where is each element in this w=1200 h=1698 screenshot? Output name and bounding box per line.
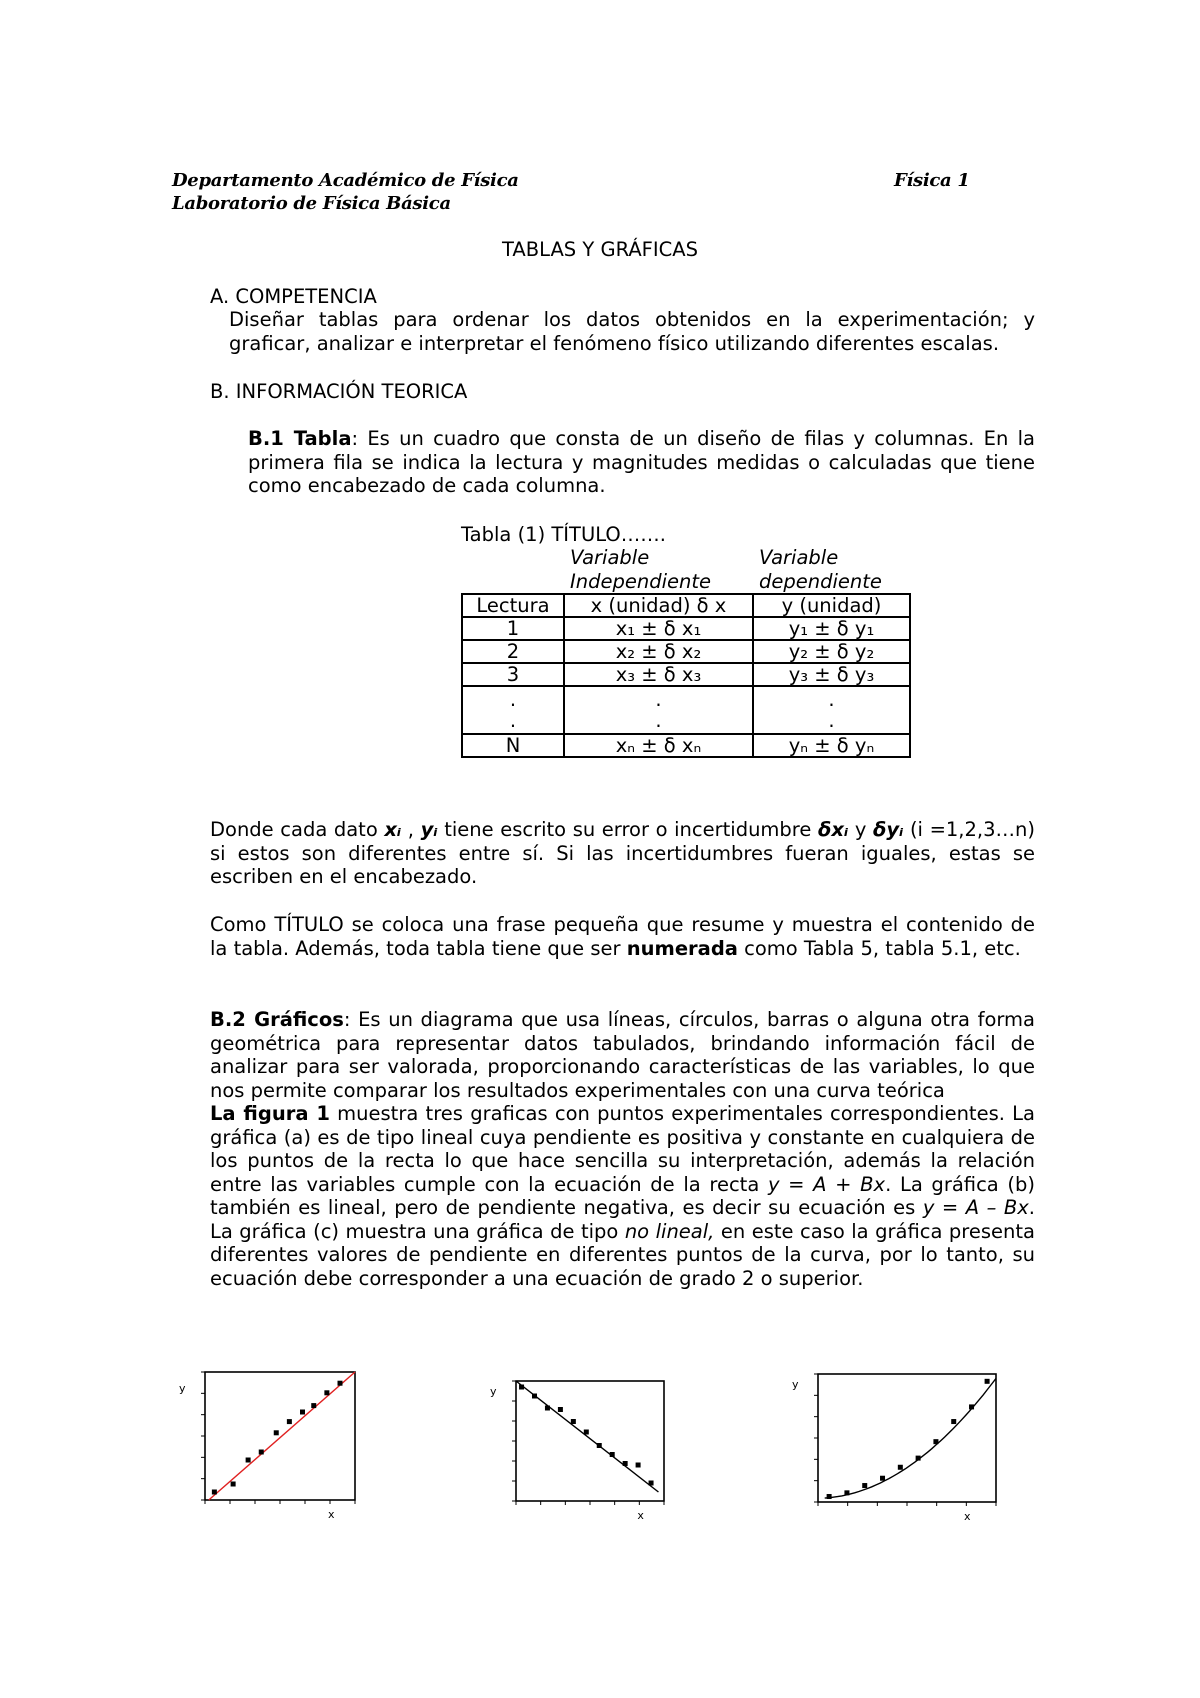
table-caption: Tabla (1) TÍTULO……. <box>461 523 666 546</box>
data-point <box>246 1458 251 1463</box>
data-point <box>259 1450 264 1455</box>
data-point <box>951 1419 956 1424</box>
department-name: Departamento Académico de Física <box>172 170 519 191</box>
data-point <box>311 1403 316 1408</box>
text: . La gráfica (b) también es lineal, pero de pendiente negativa, es decir su ecuación es <box>210 1172 1035 1219</box>
cell-x: x₂ ± δ x₂ <box>564 640 753 663</box>
y-axis-label: y <box>490 1385 497 1398</box>
text: : Es un diagrama que usa líneas, círculos, barras o alguna otra forma geométrica para representar datos tabulados, brindando información fácil de analizar para ser valorada, proporcionando características de las variables, lo que nos permite comparar los resultados experimentales con una curva teórica <box>210 1008 1035 1102</box>
data-point <box>545 1406 550 1411</box>
data-point <box>584 1430 589 1435</box>
data-point <box>933 1439 938 1444</box>
data-point <box>844 1490 849 1495</box>
lab-name: Laboratorio de Física Básica <box>172 193 451 214</box>
numerada-bold: numerada <box>626 936 738 960</box>
dyi-symbol: δyᵢ <box>872 818 904 841</box>
fit-line <box>825 1378 996 1498</box>
data-point <box>324 1390 329 1395</box>
fit-line <box>516 1381 658 1492</box>
cell-lectura: 1 <box>462 617 564 640</box>
yi-symbol: yᵢ <box>420 818 438 841</box>
data-point <box>916 1456 921 1461</box>
data-point <box>827 1494 832 1499</box>
b1-label: B.1 Tabla <box>248 427 352 450</box>
section-b-heading: B. INFORMACIÓN TEORICA <box>210 380 468 403</box>
y-axis-label: y <box>179 1382 186 1395</box>
var-dep-label-2: dependiente <box>759 570 882 593</box>
text: , <box>401 818 421 841</box>
table-row <box>462 734 910 757</box>
x-axis-label: x <box>637 1509 644 1522</box>
header-x: x (unidad) δ x <box>564 594 753 617</box>
fit-line <box>209 1372 355 1500</box>
b1-paragraph <box>248 427 1035 498</box>
dot: . <box>655 709 662 732</box>
chart-c-nonlinear <box>788 1368 1008 1528</box>
text: tiene escrito su error o incertidumbre <box>437 818 818 841</box>
data-point <box>862 1483 867 1488</box>
xi-symbol: xᵢ <box>384 818 402 841</box>
dot: . <box>655 688 662 711</box>
chart-b-negative-linear <box>488 1375 678 1525</box>
dot: . <box>509 688 517 711</box>
chart-a-positive-linear <box>175 1362 365 1522</box>
data-point <box>898 1465 903 1470</box>
text: muestra tres graficas con puntos experimentales correspondientes. La gráfica (a) es de tipo lineal cuya pendiente es positiva y constante en cualquiera de los puntos de la recta lo que hace sencilla su interpretación, además la relación entre las variables cumple con la ecuación de la recta <box>210 1102 1035 1196</box>
cell-ellipsis <box>753 686 910 734</box>
dot: . <box>828 709 835 732</box>
graphics-paragraph <box>210 1008 1035 1290</box>
table-row <box>462 640 910 663</box>
cell-y: y₃ ± δ y₃ <box>753 663 910 686</box>
data-point <box>969 1404 974 1409</box>
cell-ellipsis <box>564 686 753 734</box>
cell-lectura: N <box>462 734 564 757</box>
section-a-heading: A. COMPETENCIA <box>210 285 377 308</box>
data-point <box>274 1430 279 1435</box>
cell-x: x₁ ± δ x₁ <box>564 617 753 640</box>
data-point <box>300 1410 305 1415</box>
figure-ref: La figura 1 <box>210 1102 330 1125</box>
data-point <box>231 1482 236 1487</box>
cell-x: xₙ ± δ xₙ <box>564 734 753 757</box>
data-point <box>985 1379 990 1384</box>
text: y <box>848 818 873 841</box>
header-lectura: Lectura <box>462 594 564 617</box>
page-title: TABLAS Y GRÁFICAS <box>502 238 698 261</box>
dot: . <box>828 688 835 711</box>
data-point <box>558 1407 563 1412</box>
var-indep-label-1: Variable <box>570 546 650 569</box>
plot-frame <box>818 1374 996 1502</box>
data-point <box>212 1490 217 1495</box>
cell-lectura: 2 <box>462 640 564 663</box>
no-lineal-text: no lineal, <box>624 1219 715 1243</box>
dxi-symbol: δxᵢ <box>817 818 849 841</box>
data-point <box>597 1443 602 1448</box>
section-a-text: Diseñar tablas para ordenar los datos obtenidos en la experimentación; y graficar, analizar e interpretar el fenómeno físico utilizando diferentes escalas. <box>229 308 1035 355</box>
cell-y: y₁ ± δ y₁ <box>753 617 910 640</box>
title-paragraph <box>210 913 1035 960</box>
header-y: y (unidad) <box>753 594 910 617</box>
data-point <box>338 1381 343 1386</box>
cell-y: yₙ ± δ yₙ <box>753 734 910 757</box>
data-point <box>623 1461 628 1466</box>
text: como Tabla 5, tabla 5.1, etc. <box>737 936 1021 960</box>
uncertainty-paragraph <box>210 818 1035 889</box>
var-dep-label-1: Variable <box>759 546 839 569</box>
text: Como TÍTULO se coloca una frase pequeña que resume y muestra el contenido de la tabla. Además, toda tabla tiene que ser <box>210 913 1035 960</box>
cell-ellipsis <box>462 686 564 734</box>
x-axis-label: x <box>328 1508 335 1521</box>
cell-x: x₃ ± δ x₃ <box>564 663 753 686</box>
data-table <box>461 593 911 758</box>
cell-lectura: 3 <box>462 663 564 686</box>
table-row <box>462 617 910 640</box>
text: (i =1,2,3…n) si estos son diferentes entre sí. Si las incertidumbres fueran iguales, estas se escriben en el encabezado. <box>210 818 1035 888</box>
x-axis-label: x <box>963 1510 971 1523</box>
equation-2: y = A – Bx <box>922 1196 1029 1219</box>
data-point <box>880 1476 885 1481</box>
data-point <box>571 1419 576 1424</box>
equation-1: y = A + Bx <box>767 1172 886 1196</box>
dot: . <box>509 709 517 732</box>
text: Donde cada dato <box>210 818 385 841</box>
b2-label: B.2 Gráficos <box>210 1008 344 1031</box>
course-name: Física 1 <box>894 170 970 191</box>
b1-text: : Es un cuadro que consta de un diseño de filas y columnas. En la primera fila se indica la lectura y magnitudes medidas o calculadas que tiene como encabezado de cada columna. <box>248 427 1035 497</box>
table-row-ellipsis <box>462 686 910 734</box>
text: . La gráfica (c) muestra una gráfica de tipo <box>210 1196 1035 1243</box>
table-row <box>462 663 910 686</box>
cell-y: y₂ ± δ y₂ <box>753 640 910 663</box>
data-point <box>532 1394 537 1399</box>
data-point <box>610 1452 615 1457</box>
text: en este caso la gráfica presenta diferentes valores de pendiente en diferentes puntos de la curva, por lo tanto, su ecuación debe corresponder a una ecuación de grado 2 o superior. <box>210 1219 1035 1290</box>
data-point <box>519 1385 524 1390</box>
data-point <box>287 1419 292 1424</box>
data-point <box>636 1463 641 1468</box>
data-point <box>649 1481 654 1486</box>
var-indep-label-2: Independiente <box>570 570 712 593</box>
table-header-row <box>462 594 910 617</box>
y-axis-label: y <box>792 1378 799 1391</box>
